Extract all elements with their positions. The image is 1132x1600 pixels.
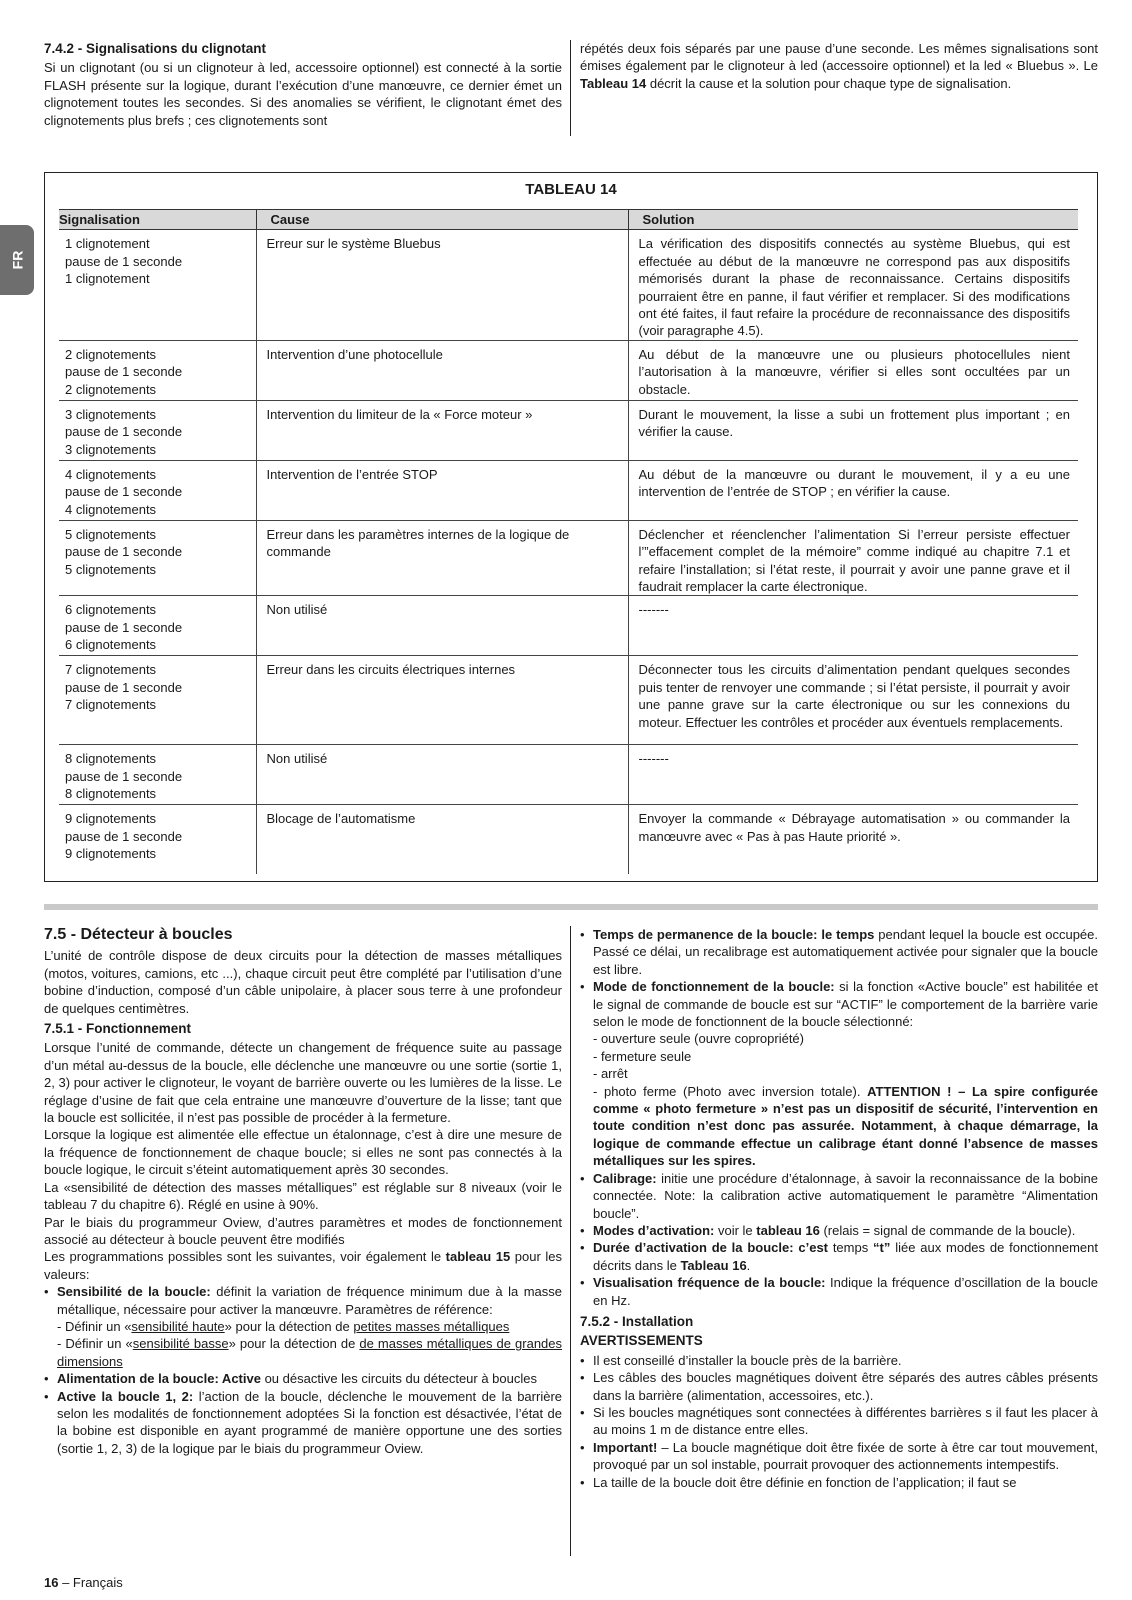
cell-solution: Envoyer la commande « Débrayage automatisation » ou commander la manœuvre avec « Pas à pas Haute priorité ». (628, 805, 1078, 874)
section-752-heading: 7.5.2 - Installation (580, 1313, 694, 1329)
list-item: • Calibrage: initie une procédure d’étalonnage, à savoir la reconnaissance de la bobine connectée. Note: la calibration active automatiquement le paramètre “Alimentation boucle”. (580, 1170, 1098, 1222)
list-item-dash: - arrêt (593, 1066, 628, 1082)
cell-solution: Au début de la manœuvre ou durant le mouvement, il y a eu une intervention de l’entrée de STOP ; en vérifier la cause. (628, 460, 1078, 520)
section-75-heading: 7.5 - Détecteur à boucles (44, 926, 233, 943)
table-row (59, 340, 1078, 400)
language-tab (0, 225, 34, 295)
cell-signalisation: 3 clignotements pause de 1 seconde 3 clignotements (59, 400, 256, 460)
cell-signalisation: 6 clignotements pause de 1 seconde 6 clignotements (59, 596, 256, 656)
cell-solution: ------- (628, 596, 1078, 656)
list-item: • Temps de permanence de la boucle: le temps pendant lequel la boucle est occupée. Passé ce délai, un recalibrage est automatiquement activée pour signaler que la boucle est libre. (580, 926, 1098, 978)
cell-cause: Intervention d’une photocellule (256, 340, 628, 400)
cell-signalisation: 2 clignotements pause de 1 seconde 2 clignotements (59, 340, 256, 400)
cell-cause: Non utilisé (256, 596, 628, 656)
table-header-row (59, 210, 1078, 230)
list-item: • Alimentation de la boucle: Active ou désactive les circuits du détecteur à boucles (44, 1370, 562, 1387)
list-item: • Sensibilité de la boucle: définit la variation de fréquence minimum due à la masse métallique, nécessaire pour activer la manœuvre. Paramètres de référence: - Définir un «sensibilité haute» pour la détection de petites masses métalliques - Définir un «sensibilité basse» pour la détection de de masses métalliques de grandes dimensions (44, 1283, 562, 1370)
list-item: • Durée d’activation de la boucle: c’est temps “t” liée aux modes de fonctionnement décrits dans le Tableau 16. (580, 1239, 1098, 1274)
section-742-text-right: répétés deux fois séparés par une pause d’une seconde. Les mêmes signalisations sont émises également par le clignoteur à led (accessoire optionnel) et la led « Bluebus ». Le Tableau 14 décrit la cause et la solution pour chaque type de signalisation. (580, 41, 1098, 91)
cell-signalisation: 4 clignotements pause de 1 seconde 4 clignotements (59, 460, 256, 520)
table-row (59, 596, 1078, 656)
settings-list-left (44, 1283, 562, 1457)
table-row (59, 460, 1078, 520)
cell-solution: Déconnecter tous les circuits d’alimentation pendant quelques secondes puis tenter de renvoyer une commande ; si l’état persiste, il pourrait y avoir une panne grave sur la carte électronique ou sur les connexions du moteur. Effectuer les contrôles et procéder aux éventuels remplacements. (628, 656, 1078, 745)
section-742-text-left: Si un clignotant (ou si un clignoteur à led, accessoire optionnel) est connecté à la sortie FLASH présente sur la logique, durant l’exécution d’une manœuvre, ce dernier émet un clignotement toutes les secondes. Si des anomalies se vérifient, le clignotant émet des clignotements plus brefs ; ces clignotements sont (44, 60, 562, 128)
table-14-box (44, 172, 1098, 882)
table-header-solution: Solution (628, 210, 1078, 230)
list-item-dash: - fermeture seule (593, 1048, 692, 1064)
section-separator-bar (44, 904, 1098, 910)
cell-cause: Intervention du limiteur de la « Force moteur » (256, 400, 628, 460)
page-footer (44, 1575, 123, 1590)
list-item: • Si les boucles magnétiques sont connectées à différentes barrières s il faut les placer à au moins 1 m de distance entre elles. (580, 1404, 1098, 1439)
list-item-dash: - Définir un «sensibilité haute» pour la détection de petites masses métalliques (57, 1318, 510, 1334)
section-742-heading: 7.4.2 - Signalisations du clignotant (44, 41, 267, 56)
cell-solution: Durant le mouvement, la lisse a subi un frottement plus important ; en vérifier la cause. (628, 400, 1078, 460)
cell-cause: Erreur dans les paramètres internes de la logique de commande (256, 520, 628, 596)
table-header-signalisation: Signalisation (59, 210, 256, 230)
cell-cause: Erreur sur le système Bluebus (256, 230, 628, 340)
warnings-list (580, 1352, 1098, 1491)
section-751-p5: Les programmations possibles sont les suivantes, voir également le tableau 15 pour les valeurs: (44, 1249, 562, 1282)
cell-cause: Non utilisé (256, 745, 628, 805)
table-14-title: TABLEAU 14 (525, 181, 617, 198)
cell-signalisation: 1 clignotement pause de 1 seconde 1 clignotement (59, 230, 256, 340)
cell-cause: Intervention de l’entrée STOP (256, 460, 628, 520)
cell-solution: ------- (628, 745, 1078, 805)
table-row (59, 230, 1078, 340)
section-751-heading: 7.5.1 - Fonctionnement (44, 1021, 192, 1037)
list-item: • Active la boucle 1, 2: l’action de la boucle, déclenche le mouvement de la barrière selon les modalités de fonctionnement adoptées Si la fonction est désactivée, l’état de la bobine est disponible en ayant programmé de manière opportune une des sorties (sortie 1, 2, 3) de la logique par le biais du programmeur Oview. (44, 1388, 562, 1458)
table-14 (59, 209, 1078, 874)
cell-solution: Déclencher et réenclencher l’alimentation Si l’erreur persiste effectuer l’”effacement complet de la mémoire” comme indiqué au chapitre 7.1 et refaire l’installation; si l’état reste, il pourrait y avoir une panne grave et il faudrait remplacer la carte électronique. (628, 520, 1078, 596)
column-divider-top (570, 40, 571, 136)
cell-signalisation: 9 clignotements pause de 1 seconde 9 clignotements (65, 811, 183, 862)
section-742-left (44, 40, 562, 129)
cell-solution: Au début de la manœuvre une ou plusieurs photocellules nient l’autorisation à la manœuvre, vérifier si elles sont occultées par un obstacle. (628, 340, 1078, 400)
list-item: • Les câbles des boucles magnétiques doivent être séparés des autres câbles présents dans la barrière (alimentation, accessoires, etc.). (580, 1369, 1098, 1404)
list-item: • Il est conseillé d’installer la boucle près de la barrière. (580, 1352, 1098, 1369)
list-item-dash: - ouverture seule (ouvre copropriété) (593, 1031, 804, 1047)
settings-list-right (580, 926, 1098, 1309)
list-item: • Visualisation fréquence de la boucle: Indique la fréquence d’oscillation de la boucle en Hz. (580, 1274, 1098, 1309)
table-row (59, 805, 1078, 874)
cell-solution: La vérification des dispositifs connectés au système Bluebus, qui est effectuée au début de la manœuvre ne correspond pas aux dispositifs mémorisés durant la phase de reconnaissance. Certains dispositifs pourraient être en panne, il faut vérifier et remplacer. Si des modifications ont été faites, il faut refaire la procédure de reconnaissance des dispositifs (voir paragraphe 4.5). (628, 230, 1078, 340)
section-75-intro: L’unité de contrôle dispose de deux circuits pour la détection de masses métalliques (motos, voitures, camions, etc ...), chaque circuit peut être complété par l’utilisation d’une bobine d’induction, composé d’un câble unipolaire, à placer sous terre à une profondeur de quelques centimètres. (44, 948, 562, 1016)
footer-language: – Français (58, 1575, 123, 1590)
section-75-right (580, 926, 1098, 1491)
list-item: • La taille de la boucle doit être définie en fonction de l’application; il faut se (580, 1474, 1098, 1491)
list-item: • Mode de fonctionnement de la boucle: si la fonction «Active boucle” est habilitée et le signal de commande de boucle est sur “ACTIF” le comportement de la barrière varie selon le mode de fonctionnent de la boucle sélectionné: - ouverture seule (ouvre copropriété) - fermeture seule - arrêt - photo ferme (Photo avec inversion totale). ATTENTION ! – La spire configurée comme « photo fermeture » n’est pas un dispositif de sécurité, l’intervention en toute condition n’est donc pas assurée. Notamment, à chaque démarrage, la logique de commande effectue un calibrage étant donné l’absence de masses métalliques sur les spires. (580, 978, 1098, 1169)
warnings-heading: AVERTISSEMENTS (580, 1333, 703, 1349)
table-row (59, 400, 1078, 460)
list-item-dash: - Définir un «sensibilité basse» pour la détection de de masses métalliques de grandes dimensions (57, 1336, 563, 1369)
cell-signalisation: 5 clignotements pause de 1 seconde 5 clignotements (59, 520, 256, 596)
section-75-left (44, 926, 562, 1457)
column-divider-bottom (570, 926, 571, 1556)
section-751-p3: La «sensibilité de détection des masses métalliques” est réglable sur 8 niveaux (voir le tableau 7 du chapitre 6). Réglé en usine à 90%. (44, 1179, 562, 1213)
list-item: • Important! – La boucle magnétique doit être fixée de sorte à être car tout mouvement, provoqué par un sol instable, pourrait provoquer des actionnements intempestifs. (580, 1439, 1098, 1474)
page-number: 16 (44, 1575, 59, 1590)
table-row (59, 656, 1078, 745)
section-751-p4: Par le biais du programmeur Oview, d’autres paramètres et modes de fonctionnement associé au détecteur à boucle peuvent être modifiés (44, 1214, 562, 1247)
list-item-dash: - photo ferme (Photo avec inversion totale). ATTENTION ! – La spire configurée comme « photo fermeture » n’est pas un dispositif de sécurité, l’intervention en toute condition n’est donc pas assurée. Notamment, à chaque démarrage, la logique de commande effectue un calibrage étant donné l’absence de masses métalliques sur les spires. (593, 1083, 1099, 1169)
list-item: • Modes d’activation: voir le tableau 16 (relais = signal de commande de la boucle). (580, 1222, 1098, 1239)
section-742-right (580, 40, 1098, 92)
cell-signalisation: 7 clignotements pause de 1 seconde 7 clignotements (59, 656, 256, 745)
cell-signalisation: 8 clignotements pause de 1 seconde 8 clignotements (59, 745, 256, 805)
section-751-p1: Lorsque l’unité de commande, détecte un changement de fréquence suite au passage d’un métal au-dessus de la boucle, elle déclenche une manœuvre ou une sortie (sortie 1, 2, 3) pour activer le clignoteur, le voyant de barrière ouverte ou les lumières de la lisse. Le réglage d’usine de fait que cela entraine une manœuvre d’ouverture de la lisse; tant que la boucle est sollicitée, il n’est pas possible de procéder à la fermeture. (44, 1040, 562, 1126)
cell-cause: Erreur dans les circuits électriques internes (256, 656, 628, 745)
language-tab-label: FR (8, 250, 25, 270)
section-751-p2: Lorsque la logique est alimentée elle effectue un étalonnage, c’est à dire une mesure de la fréquence de fonctionnement de chaque boucle; si elles ne sont pas connectés à la boucle logique, le circuit s’éteint automatiquement après 30 secondes. (44, 1127, 562, 1178)
cell-cause: Blocage de l’automatisme (256, 805, 628, 874)
table-row (59, 520, 1078, 596)
table-row (59, 745, 1078, 805)
table-header-cause: Cause (256, 210, 628, 230)
